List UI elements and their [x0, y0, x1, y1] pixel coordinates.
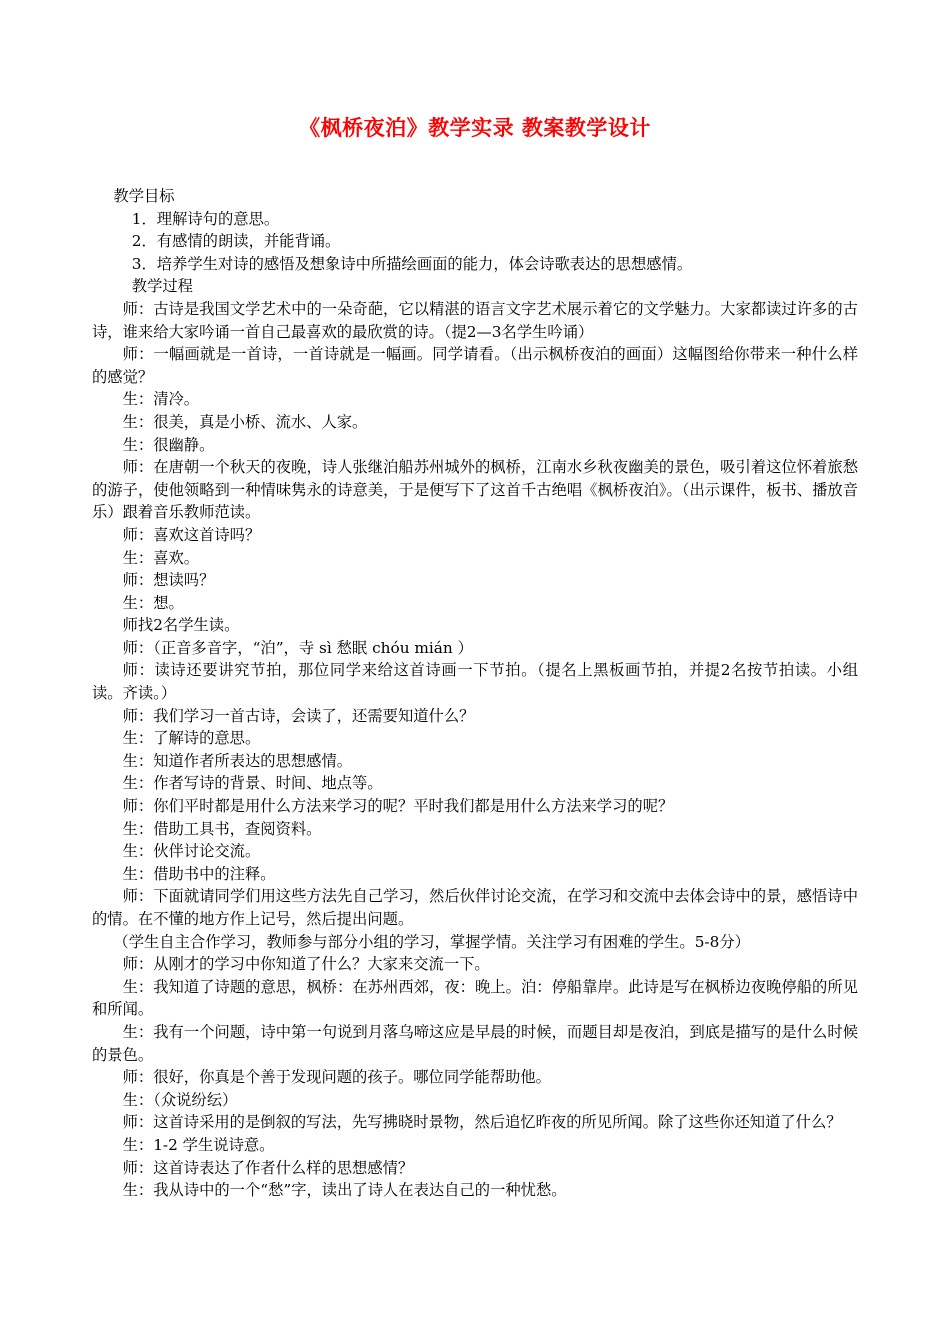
dialogue-paragraph: 师：我们学习一首古诗，会读了，还需要知道什么？	[122, 706, 475, 725]
dialogue-paragraph: 生：伙伴讨论交流。	[122, 842, 261, 861]
dialogue-paragraph: 生：我从诗中的一个“愁”字，读出了诗人在表达自己的一种忧愁。	[122, 1181, 567, 1200]
dialogue-paragraph: 师找2名学生读。	[122, 616, 240, 635]
goal-item: 3．培养学生对诗的感悟及想象诗中所描绘画面的能力，体会诗歌表达的思想感情。	[131, 254, 693, 273]
dialogue-paragraph: 生：了解诗的意思。	[122, 729, 261, 748]
document-body	[92, 185, 858, 1202]
dialogue-paragraph: 师：读诗还要讲究节拍，那位同学来给这首诗画一下节拍。（提名上黑板画节拍，并提2名按节拍读。小组读。齐读。）	[92, 661, 858, 703]
dialogue-paragraph: 生：作者写诗的背景、时间、地点等。	[122, 774, 383, 793]
dialogue-paragraph: 生：我有一个问题，诗中第一句说到月落乌啼这应是早晨的时候，而题目却是夜泊，到底是描写的是什么时候的景色。	[92, 1022, 858, 1064]
dialogue-paragraph: 师：喜欢这首诗吗？	[122, 525, 261, 544]
dialogue-paragraph: 师：一幅画就是一首诗，一首诗就是一幅画。同学请看。（出示枫桥夜泊的画面）这幅图给你带来一种什么样的感觉？	[92, 345, 858, 386]
dialogue-paragraph: 师：在唐朝一个秋天的夜晚，诗人张继泊船苏州城外的枫桥，江南水乡秋夜幽美的景色，吸引着这位怀着旅愁的游子，使他领略到一种情味隽永的诗意美，于是便写下了这首千古绝唱《枫桥夜泊》。（出示课件，板书、播放音乐）跟着音乐教师范读。	[92, 458, 858, 522]
heading-teaching-process: 教学过程	[131, 277, 193, 296]
heading-teaching-goals: 教学目标	[113, 187, 175, 205]
dialogue-paragraph: 师：你们平时都是用什么方法来学习的呢？平时我们都是用什么方法来学习的呢？	[122, 797, 674, 816]
dialogue-paragraph: 生：想。	[122, 593, 184, 612]
dialogue-paragraph: 师：古诗是我国文学艺术中的一朵奇葩，它以精湛的语言文字艺术展示着它的文学魅力。大家都读过许多的古诗，谁来给大家吟诵一首自己最喜欢的最欣赏的诗。（提2—3名学生吟诵）	[92, 299, 858, 341]
dialogue-paragraph: 生：借助工具书，查阅资料。	[122, 819, 322, 838]
dialogue-paragraph: 生：我知道了诗题的意思，枫桥：在苏州西郊，夜：晚上。泊：停船靠岸。此诗是写在枫桥边夜晚停船的所见和所闻。	[92, 977, 858, 1019]
dialogue-paragraph: 师：很好，你真是个善于发现问题的孩子。哪位同学能帮助他。	[122, 1068, 551, 1087]
dialogue-paragraph: 生：1-2 学生说诗意。	[122, 1135, 275, 1154]
dialogue-paragraph: 师：从刚才的学习中你知道了什么？大家来交流一下。	[122, 955, 490, 974]
dialogue-paragraph: 师：想读吗？	[122, 571, 215, 590]
dialogue-paragraph: 生：很幽静。	[122, 435, 215, 454]
activity-note: （学生自主合作学习，教师参与部分小组的学习，掌握学情。关注学习有困难的学生。5-8分）	[113, 932, 750, 951]
dialogue-paragraph: 生：喜欢。	[122, 548, 200, 567]
goal-item: 1．理解诗句的意思。	[131, 209, 280, 228]
dialogue-paragraph: 师：下面就请同学们用这些方法先自己学习，然后伙伴讨论交流，在学习和交流中去体会诗中的景，感悟诗中的情。在不懂的地方作上记号，然后提出问题。	[92, 887, 858, 928]
goal-item: 2．有感情的朗读，并能背诵。	[131, 232, 341, 251]
dialogue-paragraph: 师：这首诗表达了作者什么样的思想感情？	[122, 1158, 414, 1177]
document-title: 《枫桥夜泊》教学实录 教案教学设计	[299, 115, 651, 140]
dialogue-paragraph: 生：清冷。	[122, 390, 200, 409]
dialogue-paragraph: 生：借助书中的注释。	[122, 864, 276, 883]
dialogue-paragraph: 生：知道作者所表达的思想感情。	[122, 751, 353, 770]
dialogue-paragraph: 生：很美，真是小桥、流水、人家。	[122, 412, 368, 431]
dialogue-paragraph: 师：（正音多音字，“泊”，寺 sì 愁眠 chóu mián ）	[122, 638, 473, 657]
dialogue-paragraph: 师：这首诗采用的是倒叙的写法，先写拂晓时景物，然后追忆昨夜的所见所闻。除了这些你还知道了什么？	[122, 1113, 842, 1132]
dialogue-paragraph: 生：（众说纷纭）	[122, 1090, 238, 1109]
